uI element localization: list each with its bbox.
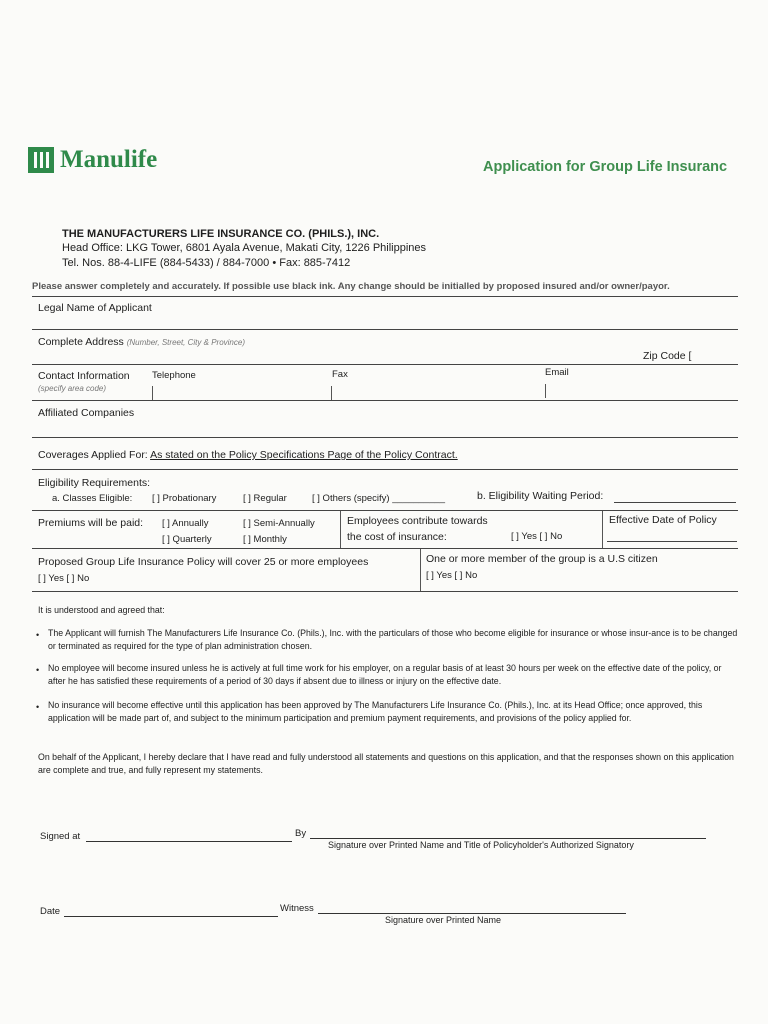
waiting-period-label: b. Eligibility Waiting Period: bbox=[477, 490, 604, 502]
probationary-checkbox[interactable]: [ ] Probationary bbox=[152, 493, 217, 504]
regular-checkbox[interactable]: [ ] Regular bbox=[243, 493, 287, 504]
legal-name-field[interactable] bbox=[32, 329, 738, 330]
declaration-text: On behalf of the Applicant, I hereby declare that I have read and fully understood all statements and questions on this application, and that the responses shown on this application are complete and true, and fully represent my statements. bbox=[38, 752, 734, 775]
premiums-label: Premiums will be paid: bbox=[38, 517, 144, 529]
annually-checkbox[interactable]: [ ] Annually bbox=[162, 518, 209, 529]
contact-hint: (specify area code) bbox=[38, 384, 107, 393]
us-citizen-options[interactable]: [ ] Yes [ ] No bbox=[426, 570, 478, 581]
divider bbox=[32, 469, 738, 470]
effective-date-field[interactable] bbox=[607, 541, 737, 542]
eligibility-label: Eligibility Requirements: bbox=[38, 477, 151, 489]
signatory-field[interactable] bbox=[310, 838, 706, 839]
contribution-label-1: Employees contribute towards bbox=[347, 515, 488, 527]
us-citizen-label: One or more member of the group is a U.S citizen bbox=[426, 553, 658, 565]
divider bbox=[32, 591, 738, 592]
address-label-text: Complete Address bbox=[38, 336, 124, 348]
address-hint: (Number, Street, City & Province) bbox=[126, 338, 245, 347]
coverages-label: Coverages Applied For: bbox=[38, 449, 148, 461]
divider bbox=[340, 511, 341, 548]
fax-label: Fax bbox=[332, 369, 348, 380]
divider bbox=[420, 549, 421, 591]
quarterly-checkbox[interactable]: [ ] Quarterly bbox=[162, 534, 212, 545]
divider bbox=[32, 510, 738, 511]
terms-bullet-1: The Applicant will furnish The Manufacturers Life Insurance Co. (Phils.), Inc. with the particulars of those who become eligible for insurance or whose insur-ance is to be changed or terminated as required for the type of plan administration chosen. bbox=[48, 628, 738, 651]
page-title: Application for Group Life Insuranc bbox=[483, 159, 728, 175]
semi-annually-checkbox[interactable]: [ ] Semi-Annually bbox=[243, 518, 315, 529]
monthly-checkbox[interactable]: [ ] Monthly bbox=[243, 534, 287, 545]
classes-label: a. Classes Eligible: bbox=[52, 493, 133, 504]
company-phones: Tel. Nos. 88-4-LIFE (884-5433) / 884-7000 • Fax: 885-7412 bbox=[62, 257, 351, 269]
divider bbox=[152, 386, 153, 400]
company-name: THE MANUFACTURERS LIFE INSURANCE CO. (PHILS.), INC. bbox=[62, 228, 380, 240]
waiting-period-field[interactable] bbox=[614, 502, 736, 503]
date-label: Date bbox=[40, 906, 61, 917]
brand-name: Manulife bbox=[60, 146, 158, 173]
signed-at-field[interactable] bbox=[86, 841, 292, 842]
by-label: By bbox=[295, 828, 307, 839]
address-field[interactable] bbox=[32, 364, 738, 365]
divider bbox=[331, 386, 332, 400]
affiliated-field[interactable] bbox=[32, 437, 738, 438]
terms-bullet-2: No employee will become insured unless he is actively at full time work for his employer, on a regular basis of at least 30 hours per week on the effective date of the policy, or after he has satisfied these requirements of a period of 30 days if absent due to illness or injury on the effective date. bbox=[48, 663, 722, 686]
legal-name-label: Legal Name of Applicant bbox=[38, 302, 152, 314]
manulife-logo-icon bbox=[28, 147, 54, 173]
contribution-options[interactable]: [ ] Yes [ ] No bbox=[511, 531, 563, 542]
coverages-row bbox=[38, 449, 458, 461]
divider bbox=[545, 384, 546, 398]
divider bbox=[32, 296, 738, 297]
divider bbox=[32, 548, 738, 549]
others-checkbox[interactable]: [ ] Others (specify) __________ bbox=[312, 493, 446, 504]
witness-label: Witness bbox=[280, 903, 314, 914]
terms-intro: It is understood and agreed that: bbox=[38, 605, 165, 615]
signatory-caption: Signature over Printed Name and Title of Policyholder's Authorized Signatory bbox=[328, 840, 634, 850]
form-instructions: Please answer completely and accurately. If possible use black ink. Any change should be initialled by proposed insured and/or owner/payor. bbox=[32, 281, 670, 292]
affiliated-label: Affiliated Companies bbox=[38, 407, 135, 419]
divider bbox=[602, 511, 603, 548]
contact-field[interactable] bbox=[32, 400, 738, 401]
zip-code-label: Zip Code [ bbox=[643, 350, 692, 362]
date-field[interactable] bbox=[64, 916, 278, 917]
contribution-label-2: the cost of insurance: bbox=[347, 531, 447, 543]
proposed-coverage-label: Proposed Group Life Insurance Policy will cover 25 or more employees bbox=[38, 556, 369, 568]
witness-caption: Signature over Printed Name bbox=[385, 915, 502, 925]
bullet-icon: • bbox=[36, 702, 40, 712]
proposed-coverage-options[interactable]: [ ] Yes [ ] No bbox=[38, 573, 90, 584]
telephone-label: Telephone bbox=[152, 370, 196, 381]
address-label bbox=[38, 336, 245, 348]
effective-date-label: Effective Date of Policy bbox=[609, 514, 717, 526]
witness-field[interactable] bbox=[318, 913, 626, 914]
signed-at-label: Signed at bbox=[40, 831, 81, 842]
email-label: Email bbox=[545, 367, 569, 378]
company-address: Head Office: LKG Tower, 6801 Ayala Avenue, Makati City, 1226 Philippines bbox=[62, 242, 427, 254]
contact-info-label: Contact Information bbox=[38, 370, 130, 382]
coverages-value: As stated on the Policy Specifications Page of the Policy Contract. bbox=[150, 449, 458, 461]
manulife-logo bbox=[28, 146, 157, 174]
bullet-icon: • bbox=[36, 665, 40, 675]
bullet-icon: • bbox=[36, 630, 40, 640]
terms-bullet-3: No insurance will become effective until this application has been approved by The Manufacturers Life Insurance Co. (Phils.), Inc. at its Head Office; once approved, this application will be made part of, and subject to the minimum participation and premium payment requirements, and provisions of the policy applied for. bbox=[48, 700, 703, 723]
